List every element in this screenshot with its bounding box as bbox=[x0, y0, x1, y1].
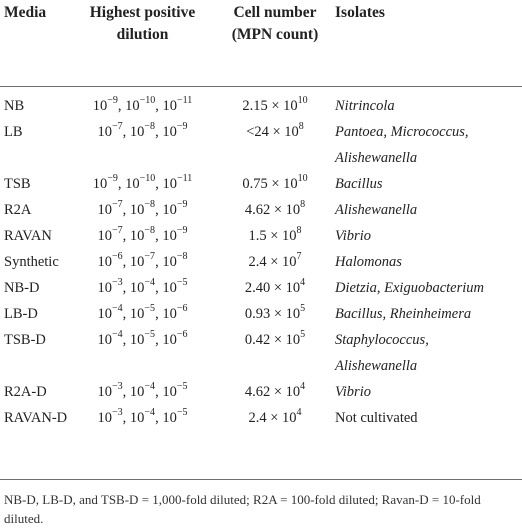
cell-media: NB bbox=[4, 98, 25, 114]
table-row bbox=[0, 119, 522, 171]
cell-mpn: $1.5 \times 10^8$ bbox=[248, 225, 302, 244]
header-isolates: Isolates bbox=[335, 0, 522, 87]
cell-mpn: $0.93 \times 10^5$ bbox=[244, 303, 306, 322]
bottom-rule bbox=[0, 479, 522, 480]
cell-media: LB-D bbox=[4, 306, 38, 322]
header-row bbox=[0, 0, 522, 87]
cell-media: TSB bbox=[4, 176, 31, 192]
cell-mpn: $2.4 \times 10^4$ bbox=[248, 407, 302, 426]
table-body bbox=[0, 87, 522, 432]
cell-isolates: Dietzia, Exiguobacterium bbox=[335, 280, 485, 296]
table-row bbox=[0, 327, 522, 379]
cell-dilution: $10^{-9}$, $10^{-10}$, $10^{-11}$ bbox=[92, 173, 193, 192]
footnote: NB-D, LB-D, and TSB-D = 1,000-fold diluted; R2A = 100-fold diluted; Ravan-D = 10-fold diluted. bbox=[4, 492, 481, 526]
cell-dilution: $10^{-7}$, $10^{-8}$, $10^{-9}$ bbox=[97, 199, 188, 218]
table-row bbox=[0, 405, 522, 431]
cell-isolates: Pantoea, Micrococcus, Alishewanella bbox=[335, 124, 469, 166]
cell-dilution: $10^{-7}$, $10^{-8}$, $10^{-9}$ bbox=[97, 225, 188, 244]
table-row bbox=[0, 249, 522, 275]
cell-dilution: $10^{-3}$, $10^{-4}$, $10^{-5}$ bbox=[97, 407, 188, 426]
cell-mpn: $2.40 \times 10^4$ bbox=[244, 277, 306, 296]
cell-media: LB bbox=[4, 124, 23, 140]
table-row bbox=[0, 301, 522, 327]
table-row bbox=[0, 379, 522, 405]
cell-media: RAVAN-D bbox=[4, 410, 68, 426]
cell-media: RAVAN bbox=[4, 228, 52, 244]
cell-mpn: $4.62 \times 10^8$ bbox=[244, 199, 306, 218]
table-row bbox=[0, 87, 522, 120]
cell-mpn: $4.62 \times 10^4$ bbox=[244, 381, 306, 400]
cell-dilution: $10^{-4}$, $10^{-5}$, $10^{-6}$ bbox=[97, 303, 188, 322]
cell-mpn: $2.4 \times 10^7$ bbox=[248, 251, 302, 270]
cell-isolates: Vibrio bbox=[335, 384, 371, 400]
cell-mpn: $0.42 \times 10^5$ bbox=[244, 329, 306, 348]
cell-media: TSB-D bbox=[4, 332, 46, 348]
cell-mpn: $<24 \times 10^8$ bbox=[246, 121, 304, 140]
cell-dilution: $10^{-3}$, $10^{-4}$, $10^{-5}$ bbox=[97, 277, 188, 296]
table-row bbox=[0, 275, 522, 301]
cell-media: R2A-D bbox=[4, 384, 47, 400]
cell-isolates: Vibrio bbox=[335, 228, 371, 244]
header-mpn: Cell number (MPN count) bbox=[215, 0, 335, 87]
cell-dilution: $10^{-6}$, $10^{-7}$, $10^{-8}$ bbox=[97, 251, 188, 270]
cell-isolates: Halomonas bbox=[335, 254, 402, 270]
cell-dilution: $10^{-7}$, $10^{-8}$, $10^{-9}$ bbox=[97, 121, 188, 140]
table-row bbox=[0, 223, 522, 249]
cell-dilution: $10^{-4}$, $10^{-5}$, $10^{-6}$ bbox=[97, 329, 188, 348]
table-row bbox=[0, 197, 522, 223]
cell-isolates: Not cultivated bbox=[335, 410, 418, 426]
cell-isolates: Alishewanella bbox=[335, 202, 418, 218]
table-row bbox=[0, 171, 522, 197]
cell-isolates: Bacillus, Rheinheimera bbox=[335, 306, 472, 322]
cell-mpn: $2.15 \times 10^{10}$ bbox=[242, 95, 308, 114]
header-media: Media bbox=[0, 0, 70, 87]
cell-dilution: $10^{-9}$, $10^{-10}$, $10^{-11}$ bbox=[92, 95, 193, 114]
cell-isolates: Staphylococcus, Alishewanella bbox=[335, 332, 429, 374]
cell-isolates: Nitrincola bbox=[335, 98, 395, 114]
cell-dilution: $10^{-3}$, $10^{-4}$, $10^{-5}$ bbox=[97, 381, 188, 400]
cell-media: Synthetic bbox=[4, 254, 59, 270]
cell-isolates: Bacillus bbox=[335, 176, 383, 192]
cell-mpn: $0.75 \times 10^{10}$ bbox=[242, 173, 308, 192]
header-dilution: Highest positive dilution bbox=[70, 0, 215, 87]
cell-media: R2A bbox=[4, 202, 32, 218]
cell-media: NB-D bbox=[4, 280, 40, 296]
